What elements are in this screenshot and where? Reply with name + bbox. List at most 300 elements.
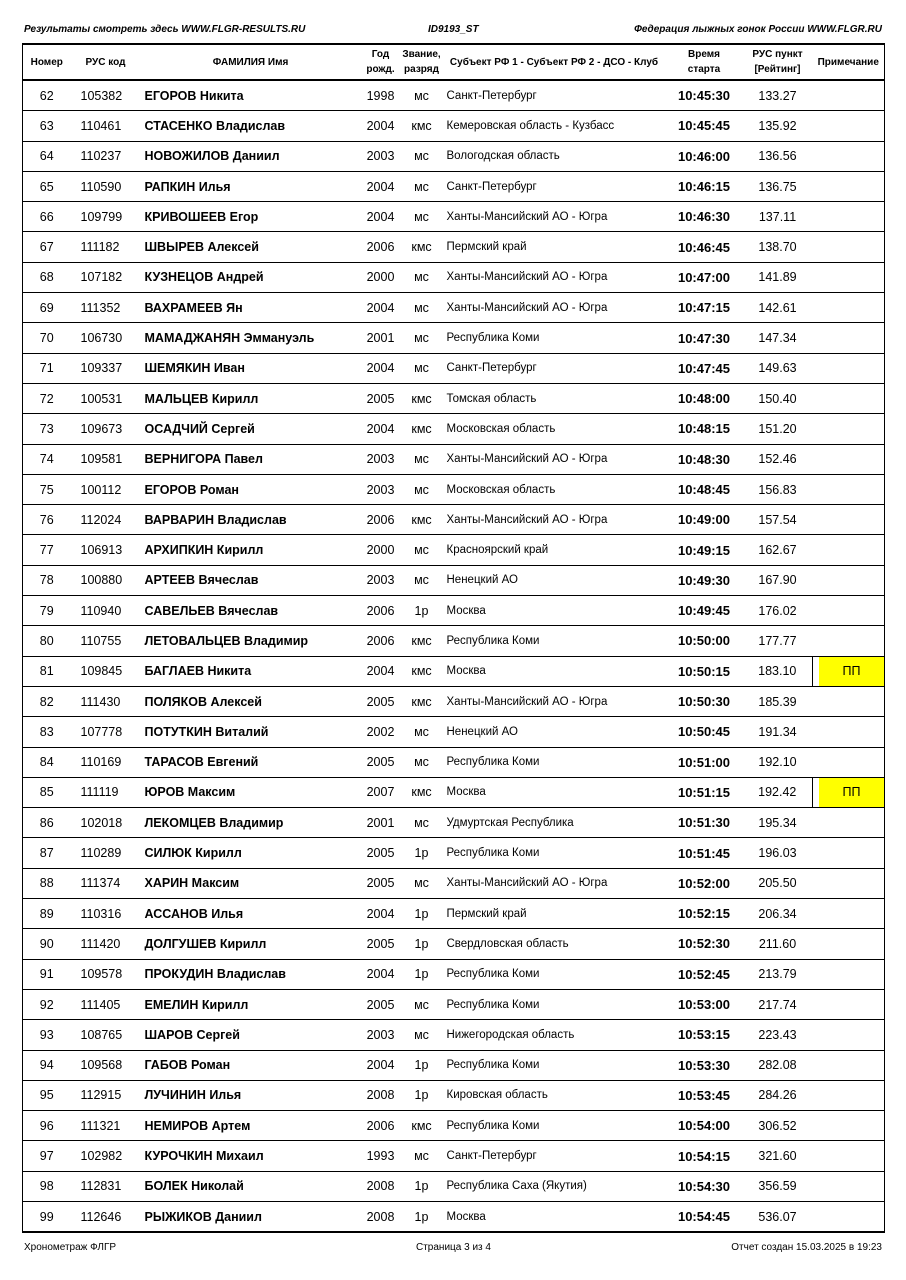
table-row [23, 838, 885, 868]
region: Санкт-Петербург [443, 1141, 666, 1171]
athlete-name: ХАРИН Максим [141, 868, 361, 898]
region: Ханты-Мансийский АО - Югра [443, 505, 666, 535]
note-cell [813, 596, 885, 626]
birth-year: 2004 [361, 1050, 401, 1080]
region: Республика Коми [443, 989, 666, 1019]
rus-points: 157.54 [743, 505, 813, 535]
note-value [819, 81, 885, 110]
start-number: 89 [23, 899, 71, 929]
note-value [819, 354, 885, 383]
start-number: 77 [23, 535, 71, 565]
sport-rank: 1р [401, 929, 443, 959]
rus-code: 111430 [71, 686, 141, 716]
birth-year: 2005 [361, 747, 401, 777]
table-row [23, 293, 885, 323]
rus-code: 111420 [71, 929, 141, 959]
start-time: 10:49:15 [666, 535, 743, 565]
region: Республика Коми [443, 747, 666, 777]
sport-rank: мс [401, 262, 443, 292]
rus-code: 111182 [71, 232, 141, 262]
sport-rank: 1р [401, 838, 443, 868]
col-header-start [666, 44, 743, 80]
birth-year: 2005 [361, 868, 401, 898]
rus-points: 137.11 [743, 202, 813, 232]
sport-rank: кмс [401, 656, 443, 686]
athlete-name: ОСАДЧИЙ Сергей [141, 414, 361, 444]
note-cell [813, 232, 885, 262]
note-cell [813, 686, 885, 716]
athlete-name: ВЕРНИГОРА Павел [141, 444, 361, 474]
rus-code: 112915 [71, 1080, 141, 1110]
start-number: 88 [23, 868, 71, 898]
birth-year: 2006 [361, 505, 401, 535]
sport-rank: 1р [401, 959, 443, 989]
table-row [23, 1050, 885, 1080]
start-time: 10:46:30 [666, 202, 743, 232]
start-number: 64 [23, 141, 71, 171]
table-row [23, 747, 885, 777]
athlete-name: ДОЛГУШЕВ Кирилл [141, 929, 361, 959]
note-cell [813, 868, 885, 898]
start-time: 10:54:00 [666, 1111, 743, 1141]
sport-rank: мс [401, 202, 443, 232]
region: Республика Коми [443, 626, 666, 656]
col-header-points [743, 44, 813, 80]
birth-year: 2004 [361, 353, 401, 383]
start-time: 10:52:30 [666, 929, 743, 959]
note-cell [813, 1171, 885, 1201]
start-time: 10:51:45 [666, 838, 743, 868]
note-cell [813, 262, 885, 292]
athlete-name: РАПКИН Илья [141, 171, 361, 201]
start-time: 10:47:00 [666, 262, 743, 292]
start-time: 10:54:45 [666, 1201, 743, 1232]
start-number: 63 [23, 111, 71, 141]
sport-rank: мс [401, 717, 443, 747]
birth-year: 2003 [361, 444, 401, 474]
start-time: 10:51:00 [666, 747, 743, 777]
table-row [23, 323, 885, 353]
note-cell [813, 808, 885, 838]
timing-label: Хронометраж ФЛГР [24, 1242, 117, 1253]
birth-year: 2001 [361, 323, 401, 353]
rus-code: 111321 [71, 1111, 141, 1141]
athlete-name: МАЛЬЦЕВ Кирилл [141, 383, 361, 413]
start-time: 10:53:00 [666, 989, 743, 1019]
start-time: 10:50:00 [666, 626, 743, 656]
note-value [819, 232, 885, 261]
birth-year: 2006 [361, 596, 401, 626]
birth-year: 2005 [361, 989, 401, 1019]
col-header-year-l2: рожд. [366, 64, 395, 75]
note-value [819, 899, 885, 928]
start-time: 10:50:30 [666, 686, 743, 716]
rus-points: 151.20 [743, 414, 813, 444]
table-row [23, 171, 885, 201]
start-number: 90 [23, 929, 71, 959]
note-value [819, 1202, 885, 1231]
note-value [819, 535, 885, 564]
region: Московская область [443, 474, 666, 504]
athlete-name: КРИВОШЕЕВ Егор [141, 202, 361, 232]
start-number: 65 [23, 171, 71, 201]
rus-code: 112024 [71, 505, 141, 535]
note-cell [813, 444, 885, 474]
note-value [819, 111, 885, 140]
note-value [819, 596, 885, 625]
note-value [819, 445, 885, 474]
col-header-rank-l2: разряд [404, 64, 439, 75]
table-row [23, 565, 885, 595]
region: Ханты-Мансийский АО - Югра [443, 293, 666, 323]
start-number: 74 [23, 444, 71, 474]
table-row [23, 1201, 885, 1232]
start-number: 86 [23, 808, 71, 838]
col-header-points-l1: РУС пункт [752, 49, 803, 60]
birth-year: 2005 [361, 383, 401, 413]
sport-rank: кмс [401, 383, 443, 413]
rus-code: 110237 [71, 141, 141, 171]
region: Москва [443, 596, 666, 626]
rus-code: 100880 [71, 565, 141, 595]
sport-rank: мс [401, 444, 443, 474]
region: Ханты-Мансийский АО - Югра [443, 868, 666, 898]
rus-code: 111405 [71, 989, 141, 1019]
sport-rank: мс [401, 989, 443, 1019]
sport-rank: мс [401, 747, 443, 777]
athlete-name: ВАРВАРИН Владислав [141, 505, 361, 535]
note-cell [813, 141, 885, 171]
rus-code: 110316 [71, 899, 141, 929]
sport-rank: мс [401, 293, 443, 323]
rus-code: 110169 [71, 747, 141, 777]
rus-points: 183.10 [743, 656, 813, 686]
rus-code: 107778 [71, 717, 141, 747]
rus-code: 111352 [71, 293, 141, 323]
region: Нижегородская область [443, 1020, 666, 1050]
sport-rank: 1р [401, 1201, 443, 1232]
note-value [819, 263, 885, 292]
table-row [23, 414, 885, 444]
rus-code: 111374 [71, 868, 141, 898]
table-row [23, 596, 885, 626]
rus-code: 107182 [71, 262, 141, 292]
sport-rank: мс [401, 323, 443, 353]
sport-rank: кмс [401, 414, 443, 444]
note-cell [813, 474, 885, 504]
birth-year: 2006 [361, 232, 401, 262]
region: Ненецкий АО [443, 717, 666, 747]
note-value [819, 838, 885, 867]
note-cell [813, 293, 885, 323]
birth-year: 2004 [361, 899, 401, 929]
note-cell [813, 1111, 885, 1141]
athlete-name: НЕМИРОВ Артем [141, 1111, 361, 1141]
note-value [819, 323, 885, 352]
table-row [23, 232, 885, 262]
athlete-name: ПРОКУДИН Владислав [141, 959, 361, 989]
start-time: 10:47:15 [666, 293, 743, 323]
note-value: ПП [819, 778, 884, 807]
note-value [819, 1081, 885, 1110]
sport-rank: мс [401, 474, 443, 504]
region: Республика Коми [443, 323, 666, 353]
start-time: 10:48:15 [666, 414, 743, 444]
rus-code: 100112 [71, 474, 141, 504]
rus-points: 152.46 [743, 444, 813, 474]
start-number: 87 [23, 838, 71, 868]
rus-points: 321.60 [743, 1141, 813, 1171]
start-number: 81 [23, 656, 71, 686]
rus-points: 156.83 [743, 474, 813, 504]
note-value [819, 960, 885, 989]
birth-year: 2003 [361, 1020, 401, 1050]
athlete-name: ВАХРАМЕЕВ Ян [141, 293, 361, 323]
start-number: 95 [23, 1080, 71, 1110]
rus-points: 138.70 [743, 232, 813, 262]
athlete-name: АРХИПКИН Кирилл [141, 535, 361, 565]
start-number: 84 [23, 747, 71, 777]
birth-year: 2006 [361, 1111, 401, 1141]
rus-code: 110289 [71, 838, 141, 868]
table-row [23, 989, 885, 1019]
table-body [23, 80, 885, 1232]
sport-rank: кмс [401, 777, 443, 807]
start-number: 97 [23, 1141, 71, 1171]
note-cell [813, 959, 885, 989]
rus-points: 142.61 [743, 293, 813, 323]
start-number: 71 [23, 353, 71, 383]
rus-points: 185.39 [743, 686, 813, 716]
start-number: 72 [23, 383, 71, 413]
rus-points: 192.10 [743, 747, 813, 777]
rus-points: 150.40 [743, 383, 813, 413]
start-number: 76 [23, 505, 71, 535]
athlete-name: ЛЕКОМЦЕВ Владимир [141, 808, 361, 838]
start-number: 82 [23, 686, 71, 716]
rus-points: 211.60 [743, 929, 813, 959]
birth-year: 2004 [361, 111, 401, 141]
start-number: 99 [23, 1201, 71, 1232]
note-value [819, 1141, 885, 1170]
note-cell [813, 1080, 885, 1110]
note-cell [813, 171, 885, 201]
start-number: 80 [23, 626, 71, 656]
region: Красноярский край [443, 535, 666, 565]
start-number: 92 [23, 989, 71, 1019]
rus-points: 147.34 [743, 323, 813, 353]
note-cell [813, 1050, 885, 1080]
sport-rank: кмс [401, 232, 443, 262]
rus-points: 217.74 [743, 989, 813, 1019]
sport-rank: мс [401, 80, 443, 111]
col-header-start-l2: старта [687, 64, 721, 75]
table-row [23, 808, 885, 838]
start-time: 10:49:00 [666, 505, 743, 535]
note-cell [813, 929, 885, 959]
athlete-name: ПОЛЯКОВ Алексей [141, 686, 361, 716]
note-value [819, 869, 885, 898]
rus-code: 110755 [71, 626, 141, 656]
start-time: 10:46:45 [666, 232, 743, 262]
sport-rank: мс [401, 535, 443, 565]
col-header-rank [401, 44, 443, 80]
col-header-points-l2: [Рейтинг] [754, 64, 801, 75]
note-value [819, 293, 885, 322]
athlete-name: БАГЛАЕВ Никита [141, 656, 361, 686]
note-value [819, 1051, 885, 1080]
sport-rank: кмс [401, 686, 443, 716]
note-value [819, 475, 885, 504]
start-time: 10:48:00 [666, 383, 743, 413]
note-value [819, 929, 885, 958]
athlete-name: САВЕЛЬЕВ Вячеслав [141, 596, 361, 626]
region: Ненецкий АО [443, 565, 666, 595]
note-cell [813, 717, 885, 747]
start-time: 10:52:00 [666, 868, 743, 898]
start-time: 10:45:45 [666, 111, 743, 141]
start-number: 70 [23, 323, 71, 353]
note-cell [813, 1201, 885, 1232]
rus-code: 109673 [71, 414, 141, 444]
start-time: 10:46:15 [666, 171, 743, 201]
start-time: 10:46:00 [666, 141, 743, 171]
athlete-name: ЕГОРОВ Никита [141, 80, 361, 111]
birth-year: 2004 [361, 202, 401, 232]
region: Москва [443, 656, 666, 686]
rus-code: 106730 [71, 323, 141, 353]
athlete-name: ТАРАСОВ Евгений [141, 747, 361, 777]
athlete-name: РЫЖИКОВ Даниил [141, 1201, 361, 1232]
col-header-year-l1: Год [371, 49, 390, 60]
note-value [819, 808, 885, 837]
col-header-start-l1: Время [688, 49, 720, 60]
start-number: 96 [23, 1111, 71, 1141]
birth-year: 2003 [361, 565, 401, 595]
athlete-name: СИЛЮК Кирилл [141, 838, 361, 868]
sport-rank: 1р [401, 1171, 443, 1201]
rus-points: 133.27 [743, 80, 813, 111]
athlete-name: АРТЕЕВ Вячеслав [141, 565, 361, 595]
table-row [23, 626, 885, 656]
col-header-note: Примечание [813, 44, 885, 80]
table-row [23, 1171, 885, 1201]
start-time: 10:52:45 [666, 959, 743, 989]
start-time: 10:48:30 [666, 444, 743, 474]
birth-year: 2003 [361, 474, 401, 504]
rus-points: 196.03 [743, 838, 813, 868]
start-time: 10:50:15 [666, 656, 743, 686]
note-cell [813, 626, 885, 656]
athlete-name: АССАНОВ Илья [141, 899, 361, 929]
start-number: 83 [23, 717, 71, 747]
athlete-name: ЕМЕЛИН Кирилл [141, 989, 361, 1019]
start-time: 10:47:45 [666, 353, 743, 383]
table-row [23, 111, 885, 141]
rus-points: 191.34 [743, 717, 813, 747]
note-value [819, 414, 885, 443]
birth-year: 2000 [361, 262, 401, 292]
start-time: 10:54:15 [666, 1141, 743, 1171]
start-time: 10:53:30 [666, 1050, 743, 1080]
rus-code: 109337 [71, 353, 141, 383]
birth-year: 2008 [361, 1171, 401, 1201]
start-time: 10:50:45 [666, 717, 743, 747]
sport-rank: мс [401, 565, 443, 595]
start-number: 68 [23, 262, 71, 292]
rus-code: 109799 [71, 202, 141, 232]
note-cell [813, 383, 885, 413]
rus-points: 136.56 [743, 141, 813, 171]
birth-year: 2003 [361, 141, 401, 171]
start-time: 10:49:45 [666, 596, 743, 626]
athlete-name: ЮРОВ Максим [141, 777, 361, 807]
note-cell [813, 202, 885, 232]
birth-year: 2004 [361, 293, 401, 323]
table-row [23, 1020, 885, 1050]
rus-points: 206.34 [743, 899, 813, 929]
athlete-name: НОВОЖИЛОВ Даниил [141, 141, 361, 171]
note-cell [813, 111, 885, 141]
rus-code: 109568 [71, 1050, 141, 1080]
table-row [23, 535, 885, 565]
region: Санкт-Петербург [443, 171, 666, 201]
start-time: 10:52:15 [666, 899, 743, 929]
table-row [23, 505, 885, 535]
table-row [23, 80, 885, 111]
note-cell [813, 414, 885, 444]
start-list-table [22, 43, 884, 1233]
start-time: 10:53:15 [666, 1020, 743, 1050]
note-value [819, 566, 885, 595]
note-cell [813, 505, 885, 535]
athlete-name: ЕГОРОВ Роман [141, 474, 361, 504]
event-id: ID9193_ST [428, 24, 479, 35]
note-value [819, 626, 885, 655]
note-value [819, 748, 885, 777]
sport-rank: мс [401, 141, 443, 171]
region: Республика Коми [443, 838, 666, 868]
rus-points: 536.07 [743, 1201, 813, 1232]
birth-year: 2002 [361, 717, 401, 747]
sport-rank: кмс [401, 1111, 443, 1141]
note-value [819, 202, 885, 231]
athlete-name: ЛЕТОВАЛЬЦЕВ Владимир [141, 626, 361, 656]
athlete-name: ГАБОВ Роман [141, 1050, 361, 1080]
col-header-rus: РУС код [71, 44, 141, 80]
start-time: 10:47:30 [666, 323, 743, 353]
table-row [23, 686, 885, 716]
region: Москва [443, 777, 666, 807]
region: Кемеровская область - Кузбасс [443, 111, 666, 141]
region: Республика Коми [443, 1050, 666, 1080]
region: Ханты-Мансийский АО - Югра [443, 262, 666, 292]
table-row [23, 353, 885, 383]
start-time: 10:49:30 [666, 565, 743, 595]
rus-points: 223.43 [743, 1020, 813, 1050]
start-number: 62 [23, 80, 71, 111]
note-cell [813, 565, 885, 595]
table-row [23, 202, 885, 232]
start-time: 10:48:45 [666, 474, 743, 504]
note-cell [813, 899, 885, 929]
region: Вологодская область [443, 141, 666, 171]
note-cell [813, 989, 885, 1019]
rus-points: 213.79 [743, 959, 813, 989]
start-number: 91 [23, 959, 71, 989]
region: Ханты-Мансийский АО - Югра [443, 202, 666, 232]
note-value [819, 142, 885, 171]
